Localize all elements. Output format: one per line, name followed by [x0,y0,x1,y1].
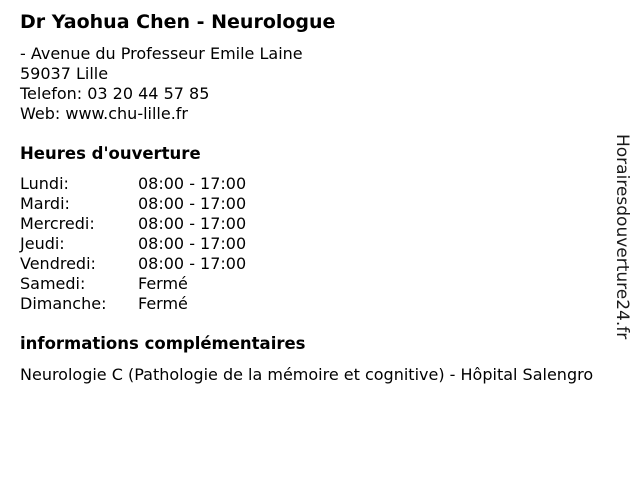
day-label: Mercredi: [20,214,95,233]
day-label: Mardi: [20,194,70,213]
street-address: - Avenue du Professeur Emile Laine [20,44,303,63]
hours-row-sunday [20,294,246,314]
hours-row-wednesday [20,214,246,234]
city: 59037 Lille [20,64,109,83]
day-label: Vendredi: [20,254,96,273]
phone-number: Telefon: 03 20 44 57 85 [20,84,210,103]
hours-row-friday [20,254,246,274]
address-block [20,44,303,124]
additional-info-text: Neurologie C (Pathologie de la mémoire et cognitive) - Hôpital Salengro [20,365,594,384]
hours-row-saturday [20,274,246,294]
opening-hours-table [20,174,246,314]
time-value: Fermé [138,274,188,293]
page-title: Dr Yaohua Chen - Neurologue [20,11,336,33]
time-value: 08:00 - 17:00 [138,254,247,273]
website: Web: www.chu-lille.fr [20,104,189,123]
time-value: 08:00 - 17:00 [138,194,247,213]
day-label: Jeudi: [20,234,65,253]
site-watermark: Horairesdouverture24.fr [612,134,632,340]
time-value: 08:00 - 17:00 [138,174,247,193]
day-label: Lundi: [20,174,69,193]
hours-row-thursday [20,234,246,254]
additional-info-title: informations complémentaires [20,334,306,353]
time-value: 08:00 - 17:00 [138,214,247,233]
time-value: 08:00 - 17:00 [138,234,247,253]
hours-row-tuesday [20,194,246,214]
day-label: Samedi: [20,274,86,293]
hours-row-monday [20,174,246,194]
opening-hours-title: Heures d'ouverture [20,144,201,163]
day-label: Dimanche: [20,294,107,313]
time-value: Fermé [138,294,188,313]
